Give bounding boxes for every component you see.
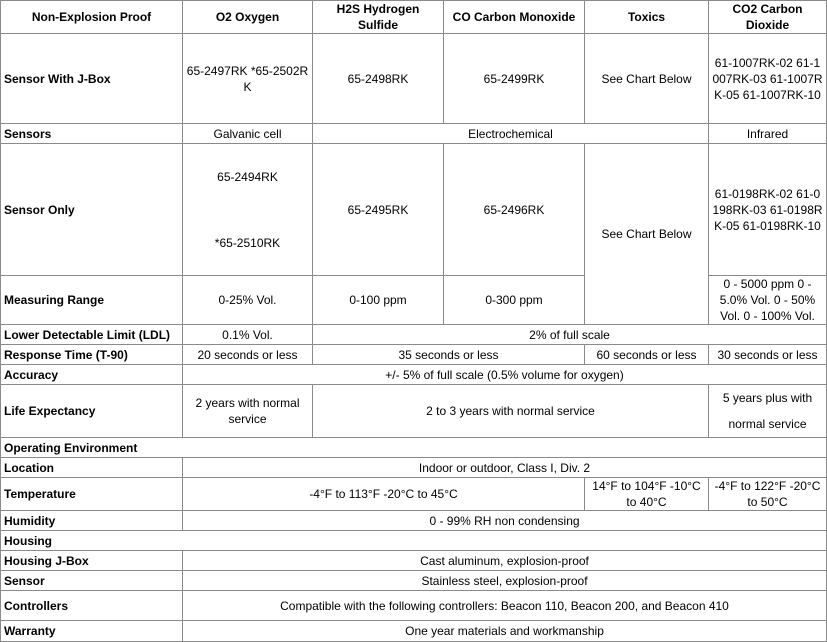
cell-housing-jbox: Cast aluminum, explosion-proof bbox=[183, 551, 827, 571]
cell-response-co2: 30 seconds or less bbox=[709, 345, 827, 365]
cell-jbox-co: 65-2499RK bbox=[444, 34, 585, 124]
cell-jbox-h2s: 65-2498RK bbox=[313, 34, 444, 124]
label-warranty: Warranty bbox=[1, 621, 183, 642]
sensor-only-o2-part: 65-2494RK bbox=[217, 169, 278, 184]
label-ldl: Lower Detectable Limit (LDL) bbox=[1, 325, 183, 345]
label-measuring-range: Measuring Range bbox=[1, 276, 183, 325]
cell-humidity: 0 - 99% RH non condensing bbox=[183, 511, 827, 531]
label-sensor-only: Sensor Only bbox=[1, 144, 183, 276]
row-sensor-only bbox=[1, 144, 827, 276]
cell-life-o2: 2 years with normal service bbox=[183, 385, 313, 438]
cell-sensor-only-toxics: See Chart Below bbox=[585, 144, 709, 325]
cell-response-toxics: 60 seconds or less bbox=[585, 345, 709, 365]
row-controllers bbox=[1, 591, 827, 621]
cell-location: Indoor or outdoor, Class I, Div. 2 bbox=[183, 458, 827, 478]
label-sensor: Sensor bbox=[1, 571, 183, 591]
sensor-only-o2-alt-part: *65-2510RK bbox=[214, 235, 281, 250]
row-location bbox=[1, 458, 827, 478]
row-life-expectancy bbox=[1, 385, 827, 438]
label-controllers: Controllers bbox=[1, 591, 183, 621]
cell-temperature-toxics: 14°F to 104°F -10°C to 40°C bbox=[585, 478, 709, 511]
cell-sensors-electrochemical: Electrochemical bbox=[313, 124, 709, 144]
label-life-expectancy: Life Expectancy bbox=[1, 385, 183, 438]
cell-life-middle: 2 to 3 years with normal service bbox=[313, 385, 709, 438]
row-warranty bbox=[1, 621, 827, 642]
cell-jbox-toxics: See Chart Below bbox=[585, 34, 709, 124]
row-sensor bbox=[1, 571, 827, 591]
cell-controllers: Compatible with the following controllers: Beacon 110, Beacon 200, and Beacon 410 bbox=[183, 591, 827, 621]
cell-response-o2: 20 seconds or less bbox=[183, 345, 313, 365]
label-location: Location bbox=[1, 458, 183, 478]
header-co2-carbon-dioxide: CO2 Carbon Dioxide bbox=[709, 1, 827, 34]
section-operating-environment: Operating Environment bbox=[1, 438, 827, 458]
row-temperature bbox=[1, 478, 827, 511]
life-co2-line-2: normal service bbox=[728, 417, 807, 431]
label-accuracy: Accuracy bbox=[1, 365, 183, 385]
row-sensor-with-jbox bbox=[1, 34, 827, 124]
cell-sensor: Stainless steel, explosion-proof bbox=[183, 571, 827, 591]
label-housing-jbox: Housing J-Box bbox=[1, 551, 183, 571]
cell-range-h2s: 0-100 ppm bbox=[313, 276, 444, 325]
header-non-explosion-proof: Non-Explosion Proof bbox=[1, 1, 183, 34]
row-humidity bbox=[1, 511, 827, 531]
label-temperature: Temperature bbox=[1, 478, 183, 511]
row-housing-jbox bbox=[1, 551, 827, 571]
cell-jbox-co2: 61-1007RK-02 61-1007RK-03 61-1007RK-05 61-1007RK-10 bbox=[709, 34, 827, 124]
cell-range-co: 0-300 ppm bbox=[444, 276, 585, 325]
header-toxics: Toxics bbox=[585, 1, 709, 34]
life-co2-line-1: 5 years plus with bbox=[722, 391, 813, 405]
row-accuracy bbox=[1, 365, 827, 385]
header-o2-oxygen: O2 Oxygen bbox=[183, 1, 313, 34]
label-sensor-with-jbox: Sensor With J-Box bbox=[1, 34, 183, 124]
cell-sensor-only-h2s: 65-2495RK bbox=[313, 144, 444, 276]
label-humidity: Humidity bbox=[1, 511, 183, 531]
section-housing: Housing bbox=[1, 531, 827, 551]
cell-ldl-o2: 0.1% Vol. bbox=[183, 325, 313, 345]
cell-sensors-o2: Galvanic cell bbox=[183, 124, 313, 144]
cell-sensors-co2: Infrared bbox=[709, 124, 827, 144]
label-sensors: Sensors bbox=[1, 124, 183, 144]
header-row bbox=[1, 1, 827, 34]
cell-jbox-o2: 65-2497RK *65-2502RK bbox=[183, 34, 313, 124]
row-operating-environment bbox=[1, 438, 827, 458]
row-ldl bbox=[1, 325, 827, 345]
cell-sensor-only-o2 bbox=[183, 144, 313, 276]
cell-ldl-rest: 2% of full scale bbox=[313, 325, 827, 345]
cell-life-co2 bbox=[709, 385, 827, 438]
cell-sensor-only-co: 65-2496RK bbox=[444, 144, 585, 276]
cell-range-o2: 0-25% Vol. bbox=[183, 276, 313, 325]
cell-range-co2: 0 - 5000 ppm 0 - 5.0% Vol. 0 - 50% Vol. 0 - 100% Vol. bbox=[709, 276, 827, 325]
cell-sensor-only-co2: 61-0198RK-02 61-0198RK-03 61-0198RK-05 61-0198RK-10 bbox=[709, 144, 827, 276]
cell-response-h2s-co: 35 seconds or less bbox=[313, 345, 585, 365]
row-response-time bbox=[1, 345, 827, 365]
cell-accuracy: +/- 5% of full scale (0.5% volume for oxygen) bbox=[183, 365, 827, 385]
cell-warranty: One year materials and workmanship bbox=[183, 621, 827, 642]
cell-temperature-main: -4°F to 113°F -20°C to 45°C bbox=[183, 478, 585, 511]
cell-temperature-co2: -4°F to 122°F -20°C to 50°C bbox=[709, 478, 827, 511]
label-response-time: Response Time (T-90) bbox=[1, 345, 183, 365]
header-h2s-hydrogen-sulfide: H2S Hydrogen Sulfide bbox=[313, 1, 444, 34]
row-housing bbox=[1, 531, 827, 551]
header-co-carbon-monoxide: CO Carbon Monoxide bbox=[444, 1, 585, 34]
row-sensors bbox=[1, 124, 827, 144]
